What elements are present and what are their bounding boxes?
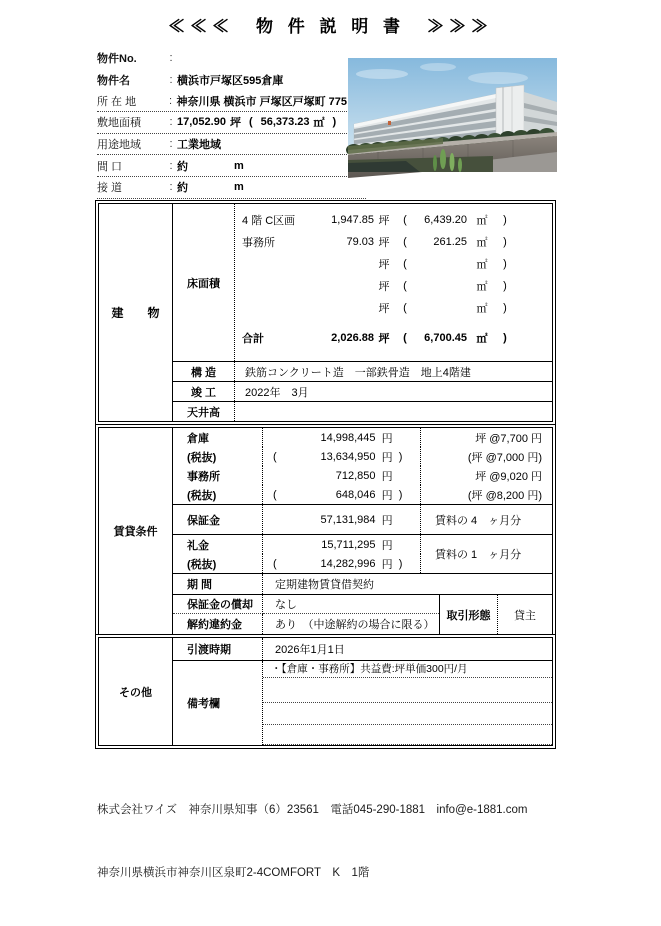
sqm-unit: ㎡ bbox=[313, 117, 325, 130]
close-paren: ) bbox=[503, 236, 507, 248]
building-photo bbox=[348, 58, 557, 172]
floor-total-line bbox=[235, 327, 552, 349]
remarks-line bbox=[263, 678, 552, 704]
floor-total-tsubo: 2,026.88 bbox=[331, 332, 374, 344]
handover-row bbox=[173, 638, 552, 661]
colon: : bbox=[169, 73, 173, 86]
deposit-row bbox=[173, 505, 552, 535]
location-label: 所 在 地 bbox=[97, 95, 137, 108]
handover-label: 引渡時期 bbox=[173, 638, 263, 660]
tsubo-unit: 坪 bbox=[378, 303, 390, 315]
sqm-unit: ㎡ bbox=[476, 281, 488, 293]
other-table bbox=[95, 634, 556, 749]
zoning-label: 用途地域 bbox=[97, 139, 141, 152]
floor-area-row bbox=[173, 204, 552, 361]
open-paren: ( bbox=[248, 116, 253, 129]
close-paren: ) bbox=[398, 557, 403, 570]
rent-warehouse-tax-row bbox=[173, 447, 552, 466]
ceiling-height-value bbox=[235, 402, 552, 421]
sqm-unit: ㎡ bbox=[476, 333, 488, 345]
rent-amount-cell bbox=[263, 466, 421, 485]
property-name-value: 横浜市戸塚区595倉庫 bbox=[177, 74, 284, 87]
page-title: ≪≪≪ 物 件 説 明 書 ≫≫≫ bbox=[168, 17, 493, 36]
open-paren: ( bbox=[403, 258, 407, 270]
property-name-label: 物件名 bbox=[97, 74, 130, 87]
remarks-line bbox=[263, 703, 552, 725]
floor-sqm: 6,439.20 bbox=[424, 214, 467, 226]
rent-amount: 14,998,445 bbox=[320, 431, 376, 444]
floor-line bbox=[235, 297, 552, 319]
lease-section-label: 賃貸条件 bbox=[99, 428, 173, 634]
penalty-label: 解約違約金 bbox=[173, 614, 263, 634]
penalty-value: あり （中途解約の場合に限る） bbox=[275, 619, 435, 631]
structure-row bbox=[173, 361, 552, 381]
remarks-row bbox=[173, 661, 552, 745]
building-logo-accent bbox=[388, 121, 391, 125]
rent-amount-cell bbox=[263, 428, 421, 447]
sqm-unit: ㎡ bbox=[476, 237, 488, 249]
colon: : bbox=[169, 51, 173, 64]
key-money-months: 賃料の 1 ヶ月分 bbox=[435, 549, 522, 561]
key-money-tax-row bbox=[173, 554, 421, 573]
frontage-label: 間 口 bbox=[97, 160, 123, 173]
yen-unit: 円 bbox=[381, 470, 393, 483]
sqm-unit: ㎡ bbox=[476, 303, 488, 315]
rent-label: (税抜) bbox=[173, 485, 263, 504]
open-paren: ( bbox=[403, 214, 407, 226]
colon: : bbox=[169, 159, 173, 172]
rent-unit-price: 坪 @7,700 円 bbox=[475, 432, 542, 445]
floor-name: 4 階 C区画 bbox=[242, 215, 296, 227]
open-paren: ( bbox=[273, 557, 277, 570]
other-section-label: その他 bbox=[99, 638, 173, 745]
yen-unit: 円 bbox=[381, 514, 393, 527]
lease-table bbox=[95, 424, 556, 638]
property-no-row bbox=[97, 47, 347, 69]
floor-tsubo: 79.03 bbox=[346, 236, 374, 248]
frontage-value: 約 bbox=[177, 160, 188, 173]
handover-value: 2026年1月1日 bbox=[275, 644, 345, 656]
sqm-unit: ㎡ bbox=[476, 215, 488, 227]
road-value: 約 bbox=[177, 182, 188, 195]
open-paren: ( bbox=[273, 450, 277, 463]
deposit-amount-cell bbox=[263, 505, 421, 534]
floor-area-label: 床面積 bbox=[173, 204, 235, 361]
deal-type-label: 取引形態 bbox=[440, 595, 498, 634]
close-paren: ) bbox=[398, 488, 403, 501]
floor-line bbox=[235, 275, 552, 297]
term-row bbox=[173, 574, 552, 595]
broker-address-line: 神奈川県横浜市神奈川区泉町2-4COMFORT K 1階 bbox=[97, 867, 370, 879]
completion-label: 竣 工 bbox=[173, 382, 235, 401]
tsubo-unit: 坪 bbox=[378, 281, 390, 293]
key-money-rows bbox=[173, 535, 552, 574]
close-paren: ) bbox=[503, 332, 507, 344]
tsubo-unit: 坪 bbox=[378, 333, 390, 345]
location-row bbox=[97, 90, 347, 112]
floor-name: 事務所 bbox=[242, 237, 275, 249]
rent-label: 倉庫 bbox=[173, 428, 263, 447]
open-paren: ( bbox=[403, 302, 407, 314]
key-money-tax-amount-cell bbox=[263, 554, 421, 573]
structure-value: 鉄筋コンクリート造 一部鉄骨造 地上4階建 bbox=[245, 366, 471, 379]
broker-license-line: 株式会社ワイズ 神奈川県知事（6）23561 電話045-290-1881 info@e-1881.com bbox=[97, 804, 528, 816]
yen-unit: 円 bbox=[381, 489, 393, 502]
rent-amount-cell bbox=[263, 485, 421, 504]
rent-label: 事務所 bbox=[173, 466, 263, 485]
rent-amount: 712,850 bbox=[335, 469, 376, 482]
deal-type-value: 貸主 bbox=[514, 609, 536, 622]
rent-warehouse-row bbox=[173, 428, 552, 447]
zoning-value: 工業地域 bbox=[177, 139, 221, 152]
close-paren: ) bbox=[332, 116, 337, 129]
amortization-penalty-rows bbox=[173, 595, 552, 634]
key-money-tax-amount: 14,282,996 bbox=[320, 557, 376, 570]
close-paren: ) bbox=[503, 214, 507, 226]
floor-total-label: 合計 bbox=[242, 333, 264, 345]
yen-unit: 円 bbox=[381, 451, 393, 464]
yen-unit: 円 bbox=[381, 558, 393, 571]
property-header bbox=[97, 47, 367, 199]
colon: : bbox=[168, 94, 173, 107]
road-label: 接 道 bbox=[97, 182, 123, 195]
term-label: 期 間 bbox=[173, 574, 263, 594]
close-paren: ) bbox=[398, 450, 403, 463]
remarks-line: ・【倉庫・事務所】共益費:坪単価300円/月 bbox=[263, 661, 552, 678]
rent-office-tax-row bbox=[173, 485, 552, 505]
deal-type-box bbox=[439, 595, 552, 634]
building-table bbox=[95, 200, 556, 425]
floor-tsubo: 1,947.85 bbox=[331, 214, 374, 226]
remarks-content bbox=[263, 661, 552, 745]
key-money-row bbox=[173, 535, 421, 554]
rent-unit-price: (坪 @8,200 円) bbox=[467, 489, 542, 502]
key-money-label: 礼金 bbox=[173, 535, 263, 554]
remarks-line bbox=[263, 725, 552, 745]
floor-area-content bbox=[235, 204, 552, 361]
yen-unit: 円 bbox=[381, 432, 393, 445]
amortization-row bbox=[173, 595, 439, 614]
floor-line bbox=[235, 253, 552, 275]
frontage-row bbox=[97, 155, 347, 177]
open-paren: ( bbox=[403, 236, 407, 248]
key-money-tax-label: (税抜) bbox=[173, 554, 263, 573]
close-paren: ) bbox=[503, 302, 507, 314]
ceiling-height-row bbox=[173, 401, 552, 421]
road-unit: m bbox=[234, 181, 244, 194]
amortization-label: 保証金の償却 bbox=[173, 595, 263, 614]
completion-value: 2022年 3月 bbox=[245, 386, 309, 399]
sqm-unit: ㎡ bbox=[476, 259, 488, 271]
site-area-tsubo: 17,052.90 bbox=[177, 116, 226, 129]
remarks-label: 備考欄 bbox=[173, 661, 263, 745]
open-paren: ( bbox=[403, 280, 407, 292]
rent-amount-cell bbox=[263, 447, 421, 466]
penalty-row bbox=[173, 614, 439, 634]
site-area-sqm: 56,373.23 bbox=[260, 116, 310, 129]
road-row bbox=[97, 177, 366, 199]
floor-line bbox=[235, 231, 552, 253]
ceiling-height-label: 天井高 bbox=[173, 402, 235, 421]
colon: : bbox=[169, 181, 173, 194]
structure-label: 構 造 bbox=[173, 362, 235, 381]
key-money-amount: 15,711,295 bbox=[321, 538, 376, 551]
amortization-value: なし bbox=[263, 595, 439, 614]
building-section-label: 建 物 bbox=[99, 204, 173, 421]
rent-amount: 648,046 bbox=[335, 488, 376, 501]
deposit-amount: 57,131,984 bbox=[320, 513, 376, 526]
building-photo-svg bbox=[348, 58, 557, 172]
tsubo-unit: 坪 bbox=[229, 117, 241, 130]
tsubo-unit: 坪 bbox=[378, 259, 390, 271]
close-paren: ) bbox=[503, 280, 507, 292]
floor-total-sqm: 6,700.45 bbox=[424, 332, 467, 344]
site-area-label: 敷地面積 bbox=[97, 117, 141, 130]
rent-office-row bbox=[173, 466, 552, 485]
rent-label: (税抜) bbox=[173, 447, 263, 466]
term-value: 定期建物賃貸借契約 bbox=[275, 579, 374, 591]
rent-unit-price: 坪 @9,020 円 bbox=[475, 470, 542, 483]
zoning-row bbox=[97, 134, 347, 156]
deposit-label: 保証金 bbox=[173, 505, 263, 534]
frontage-unit: m bbox=[234, 159, 244, 172]
floor-sqm: 261.25 bbox=[433, 236, 467, 248]
open-paren: ( bbox=[403, 332, 407, 344]
colon: : bbox=[169, 138, 173, 151]
location-value: 神奈川県 横浜市 戸塚区戸塚町 775 bbox=[176, 95, 347, 108]
colon: : bbox=[169, 116, 173, 129]
yen-unit: 円 bbox=[381, 539, 393, 552]
open-paren: ( bbox=[273, 488, 277, 501]
rent-amount: 13,634,950 bbox=[320, 450, 376, 463]
property-name-row bbox=[97, 69, 347, 91]
tsubo-unit: 坪 bbox=[378, 215, 390, 227]
property-no-label: 物件No. bbox=[97, 52, 137, 65]
key-money-amount-cell bbox=[263, 535, 421, 554]
rent-unit-price: (坪 @7,000 円) bbox=[467, 451, 542, 464]
completion-row bbox=[173, 381, 552, 401]
tsubo-unit: 坪 bbox=[378, 237, 390, 249]
floor-line bbox=[235, 209, 552, 231]
broker-footer bbox=[97, 758, 527, 926]
deposit-months: 賃料の 4 ヶ月分 bbox=[435, 514, 522, 527]
close-paren: ) bbox=[503, 258, 507, 270]
site-area-row bbox=[97, 112, 347, 134]
